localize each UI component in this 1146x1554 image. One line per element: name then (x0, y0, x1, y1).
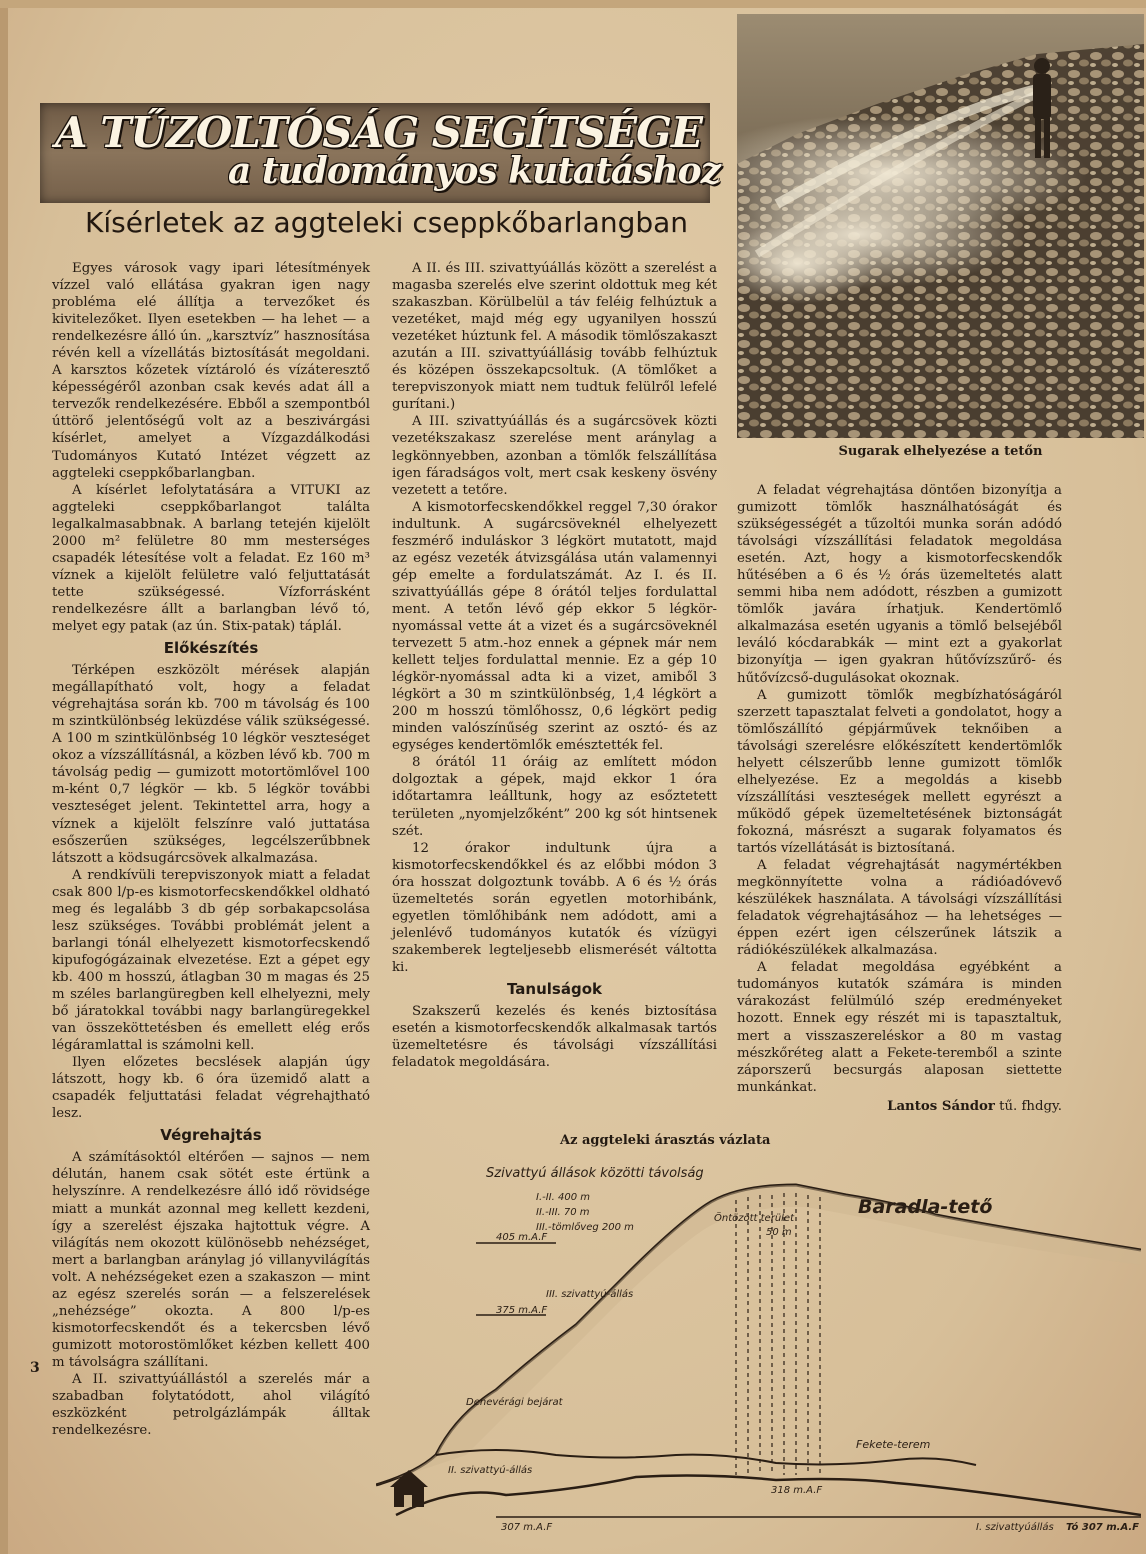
cave-entrance-hut-icon (390, 1470, 428, 1507)
paragraph: 12 órakor indultunk újra a kismotorfecskendőkkel és az előbbi módon 3 óra hosszat dolgoztunk tovább. A 6 és ½ órás üzemeltetés során egyetlen motorhibánk, egyetlen tömlőhibánk nem adódott, ami a jelenlévő tudományos kutatók és vízügyi szakemberek legteljesebb elismerését váltotta ki. (392, 840, 717, 975)
article-title: A TŰZOLTÓSÁG SEGÍTSÉGE (55, 108, 703, 157)
label-level-405: 405 m.A.F (496, 1232, 548, 1243)
label-entrance: Denevérági bejárat (466, 1397, 563, 1408)
section-heading: Előkészítés (163, 639, 259, 658)
photo-caption: Sugarak elhelyezése a tetőn (838, 444, 1043, 459)
paragraph: A feladat végrehajtását nagymértékben megkönnyítette volna a rádióadóvevő készülékek használata. A távolsági vízszállítási feladatok végrehajtásához — ha lehetséges — éppen ezért igen célszerűnek látszik a rádiókészülékek alkalmazása. (737, 858, 1062, 959)
article-column-1 (52, 260, 370, 1439)
label-distances-title: Szivattyú állások közötti távolság (486, 1166, 704, 1181)
photo-water-jets (737, 14, 1144, 438)
label-dist-1: I.-II. 400 m (536, 1192, 590, 1203)
paragraph: A II. és III. szivattyúállás között a szerelést a magasba szerelés elve szerint oldottuk meg két szakaszban. Körülbelül a táv feléig felhúztuk a vezetéket, majd még egy ugyanilyen hosszú vezetéket húztunk fel. A második tömlőszakaszt azután a III. szivattyúállásig tovább felhúztuk és középen összekapcsoltuk. (A tömlőket a terepviszonyok miatt nem tudtuk felülről lefelé gurítani.) (392, 261, 717, 413)
label-flooded-width: 50 m (766, 1227, 792, 1238)
paragraph: A kismotorfecskendőkkel reggel 7,30 órakor indultunk. A sugárcsöveknél elhelyezett feszmérő induláskor 3 légkört mutatott, majd az egész vezeték átvizsgálása után valamennyi gép emelte a fordulatszámát. Az I. és II. szivattyúállás gépe 8 órától teljes fordulattal ment. A tetőn lévő gép ekkor 5 légkör-nyomással vette át a vizet és a sugárcsöveknél tervezett 5 atm.-hoz ennek a gépnek már nem kellett teljes fordulattal mennie. Ez a gép 10 légkör-nyomással adta ki a vizet, amiből 3 légkört a 30 m szintkülönbség, 1,4 légkört a 200 m hosszú tömlőhossz, 0,6 légkört pedig minden valószínűség szerint az osztó- és az egységes kendertömlők emésztették fel. (392, 499, 717, 754)
article-column-2 (392, 260, 717, 1071)
label-lake: Tó 307 m.A.F (1066, 1522, 1140, 1533)
page-edge (0, 0, 1146, 8)
terrain-line (376, 1185, 1141, 1485)
label-peak: Baradla-tető (858, 1196, 993, 1218)
article-column-3 (737, 482, 1062, 1115)
label-flooded-area: Öntözött terület (714, 1213, 795, 1224)
paragraph: Szakszerű kezelés és kenés biztosítása esetén a kismotorfecskendők alkalmasak tartós üzemeltetésre és távolsági vízszállítási feladatok megoldására. (392, 1004, 717, 1071)
page-number: 3 (30, 1360, 40, 1376)
section-heading: Végrehajtás (160, 1126, 262, 1145)
photo-image (737, 14, 1144, 438)
paragraph: Ilyen előzetes becslések alapján úgy látszott, hogy kb. 6 óra üzemidő alatt a csapadék feljuttatási feladat végrehajtható lesz. (52, 1055, 370, 1122)
paragraph: A kísérlet lefolytatására a VITUKI az aggteleki cseppkőbarlangot találta legalkalmasabbnak. A barlang tetején kijelölt 2000 m² felületre 80 mm mesterséges csapadék létesítése volt a feladat. Ez 160 m³ víznek a kijelölt felületre való feljuttatását tette szükségessé. Vízforrásként rendelkezésre állt a barlangban lévő tó, melyet egy patak (az ún. Stix-patak) táplál. (52, 482, 370, 634)
label-black-hall: Fekete-terem (856, 1438, 931, 1451)
paragraph: Térképen eszközölt mérések alapján megállapítható volt, hogy a feladat végrehajtása során kb. 700 m távolság és 100 m szintkülönbség leküzdése válik szükségessé. A 100 m szintkülönbség 10 légkör veszteséget okoz a vízszállításnál, a közben lévő kb. 700 m távolság pedig — gumizott motortömlővel 100 m-ként 0,7 légkör — kb. 5 légkör további veszteséget jelent. Tekintettel arra, hogy a víznek a kijelölt felszínre való juttatása esőszerűen szükséges, legcélszerűbbnek látszott a ködsugárcsövek alkalmazása. (52, 663, 370, 866)
paragraph: A gumizott tömlők megbízhatóságáról szerzett tapasztalat felveti a gondolatot, hogy a tömlőszállító gépjárművek teknőiben a távolsági szerelésre előkészített kendertömlők helyett célszerűbb lenne gumizott tömlők elhelyezése. Ez a megoldás a kisebb vízszállítási veszteségek mellett egyrészt a működő gépek üzemeltetésének biztonságát fokozná, másrészt a sugarak folyamatos és tartós vízellátását is biztosítaná. (737, 687, 1062, 856)
diagram-title: Az aggteleki árasztás vázlata (560, 1133, 771, 1148)
label-dist-2: II.-III. 70 m (536, 1207, 590, 1218)
author-rank: tű. fhdgy. (994, 1098, 1062, 1114)
paragraph: A rendkívüli terepviszonyok miatt a feladat csak 800 l/p-es kismotorfecskendőkkel oldható meg és legalább 3 db gép sorbakapcsolása lesz szükséges. További problémát jelent a barlangi tónál elhelyezett kismotorfecskendő kipufogógázainak elvezetése. Ezt a gépet egy kb. 400 m hosszú, átlagban 30 m magas és 25 m széles barlangüregben kell elhelyezni, mely bő járatokkal további nagy barlangüregekkel van összeköttetésben és emellett elég erős légáramlattal is számolni kell. (52, 867, 370, 1054)
paragraph: 8 órától 11 óráig az említett módon dolgoztak a gépek, majd ekkor 1 óra időtartamra leálltunk, hogy az esőztetett területen „nyomjelzőként” 200 kg sót hintsenek szét. (392, 755, 717, 839)
article-title-sub: a tudományos kutatáshoz (228, 150, 721, 192)
article-subtitle: Kísérletek az aggteleki cseppkőbarlangban (85, 206, 689, 239)
paragraph: A számításoktól eltérően — sajnos — nem délután, hanem csak sötét este értünk a helyszínre. A rendelkezésre álló idő rövidsége miatt a munkát azonnal meg kellett kezdeni, így a szerelést éjszaka hajtottuk végre. A világítás nem okozott különösebb nehézséget, mert a barlangban aránylag jó villanyvilágítás volt. A nehézségeket ezen a szakaszon — mint az egész szerelés során — a felszerelések „nehézsége” okozta. A 800 l/p-es kismotorfecskendőt és a tekercsben lévő gumizott motorostömlőket kézben kellett 400 m távolságra szállítani. (52, 1150, 370, 1370)
label-level-375: 375 m.A.F (496, 1305, 548, 1316)
paragraph: A II. szivattyúállástól a szerelés már a szabadban folytatódott, ahol világító eszközként petrolgázlámpák álltak rendelkezésre. (52, 1372, 370, 1439)
label-level-318: 318 m.A.F (771, 1485, 823, 1496)
label-pump-1: I. szivattyúállás (976, 1522, 1054, 1533)
paragraph: Egyes városok vagy ipari létesítmények vízzel való ellátása gyakran igen nagy probléma elé állítja a tervezőket és kivitelezőket. Ilyen esetekben — ha lehet — a rendelkezésre álló ún. „karsztvíz” hasznosítása révén kell a vízellátás biztosítását megoldani. A karsztos kőzetek víztároló és vízáteresztő képességéről azonban csak kevés adat áll a tervezők rendelkezésére. Ebből a szempontból úttörő jelentőségű volt az a beszivárgási kísérlet, amelyet a Vízgazdálkodási Tudományos Kutató Intézet végzett az aggteleki cseppkőbarlangban. (52, 261, 370, 481)
paragraph: A feladat végrehajtása döntően bizonyítja a gumizott tömlők használhatóságát és szükségességét a tűzoltói munka során adódó távolsági vízszállítási feladatok megoldása esetén. Azt, hogy a kismotorfecskendők hűtésében a 6 és ½ órás üzemeltetés alatt semmi hiba nem adódott, részben a gumizott tömlők javára írhatjuk. Kendertömlő alkalmazása esetén ugyanis a tömlő belsejéből leváló kócdarabkák — mint ezt a gyakorlat bizonyítja — igen gyakran hűtővízszűrő- és hűtővízcső-dugulásokat okoznak. (737, 483, 1062, 686)
paragraph: A feladat megoldása egyébként a tudományos kutatók számára is minden várakozást felülmúló szép eredményeket hozott. Ennek egy részét mi is tapasztaltuk, mert a visszaszereléskor a 80 m vastag mészkőréteg alatt a Fekete-teremből a szinte záporszerű becsurgás alaposan siettette munkánkat. (737, 960, 1062, 1095)
page-edge (0, 0, 8, 1554)
cave-floor-line (396, 1476, 1141, 1515)
label-dist-3: III.-tömlőveg 200 m (536, 1222, 634, 1233)
author-signature (737, 1098, 1062, 1115)
label-pump-2: II. szivattyú-állás (448, 1465, 533, 1476)
label-level-307: 307 m.A.F (501, 1522, 553, 1533)
paragraph: A III. szivattyúállás és a sugárcsövek közti vezetékszakasz szerelése ment aránylag a legkönnyebben, azonban a tömlők felszállítása igen fáradságos volt, mert csak keskeny ösvény vezetett a tetőre. (392, 414, 717, 498)
section-heading: Tanulságok (507, 979, 602, 998)
cave-ceiling-line (436, 1450, 976, 1465)
flooding-diagram (376, 1155, 1141, 1540)
label-pump-3: III. szivattyú-állás (546, 1289, 634, 1300)
author-name: Lantos Sándor (887, 1098, 995, 1114)
